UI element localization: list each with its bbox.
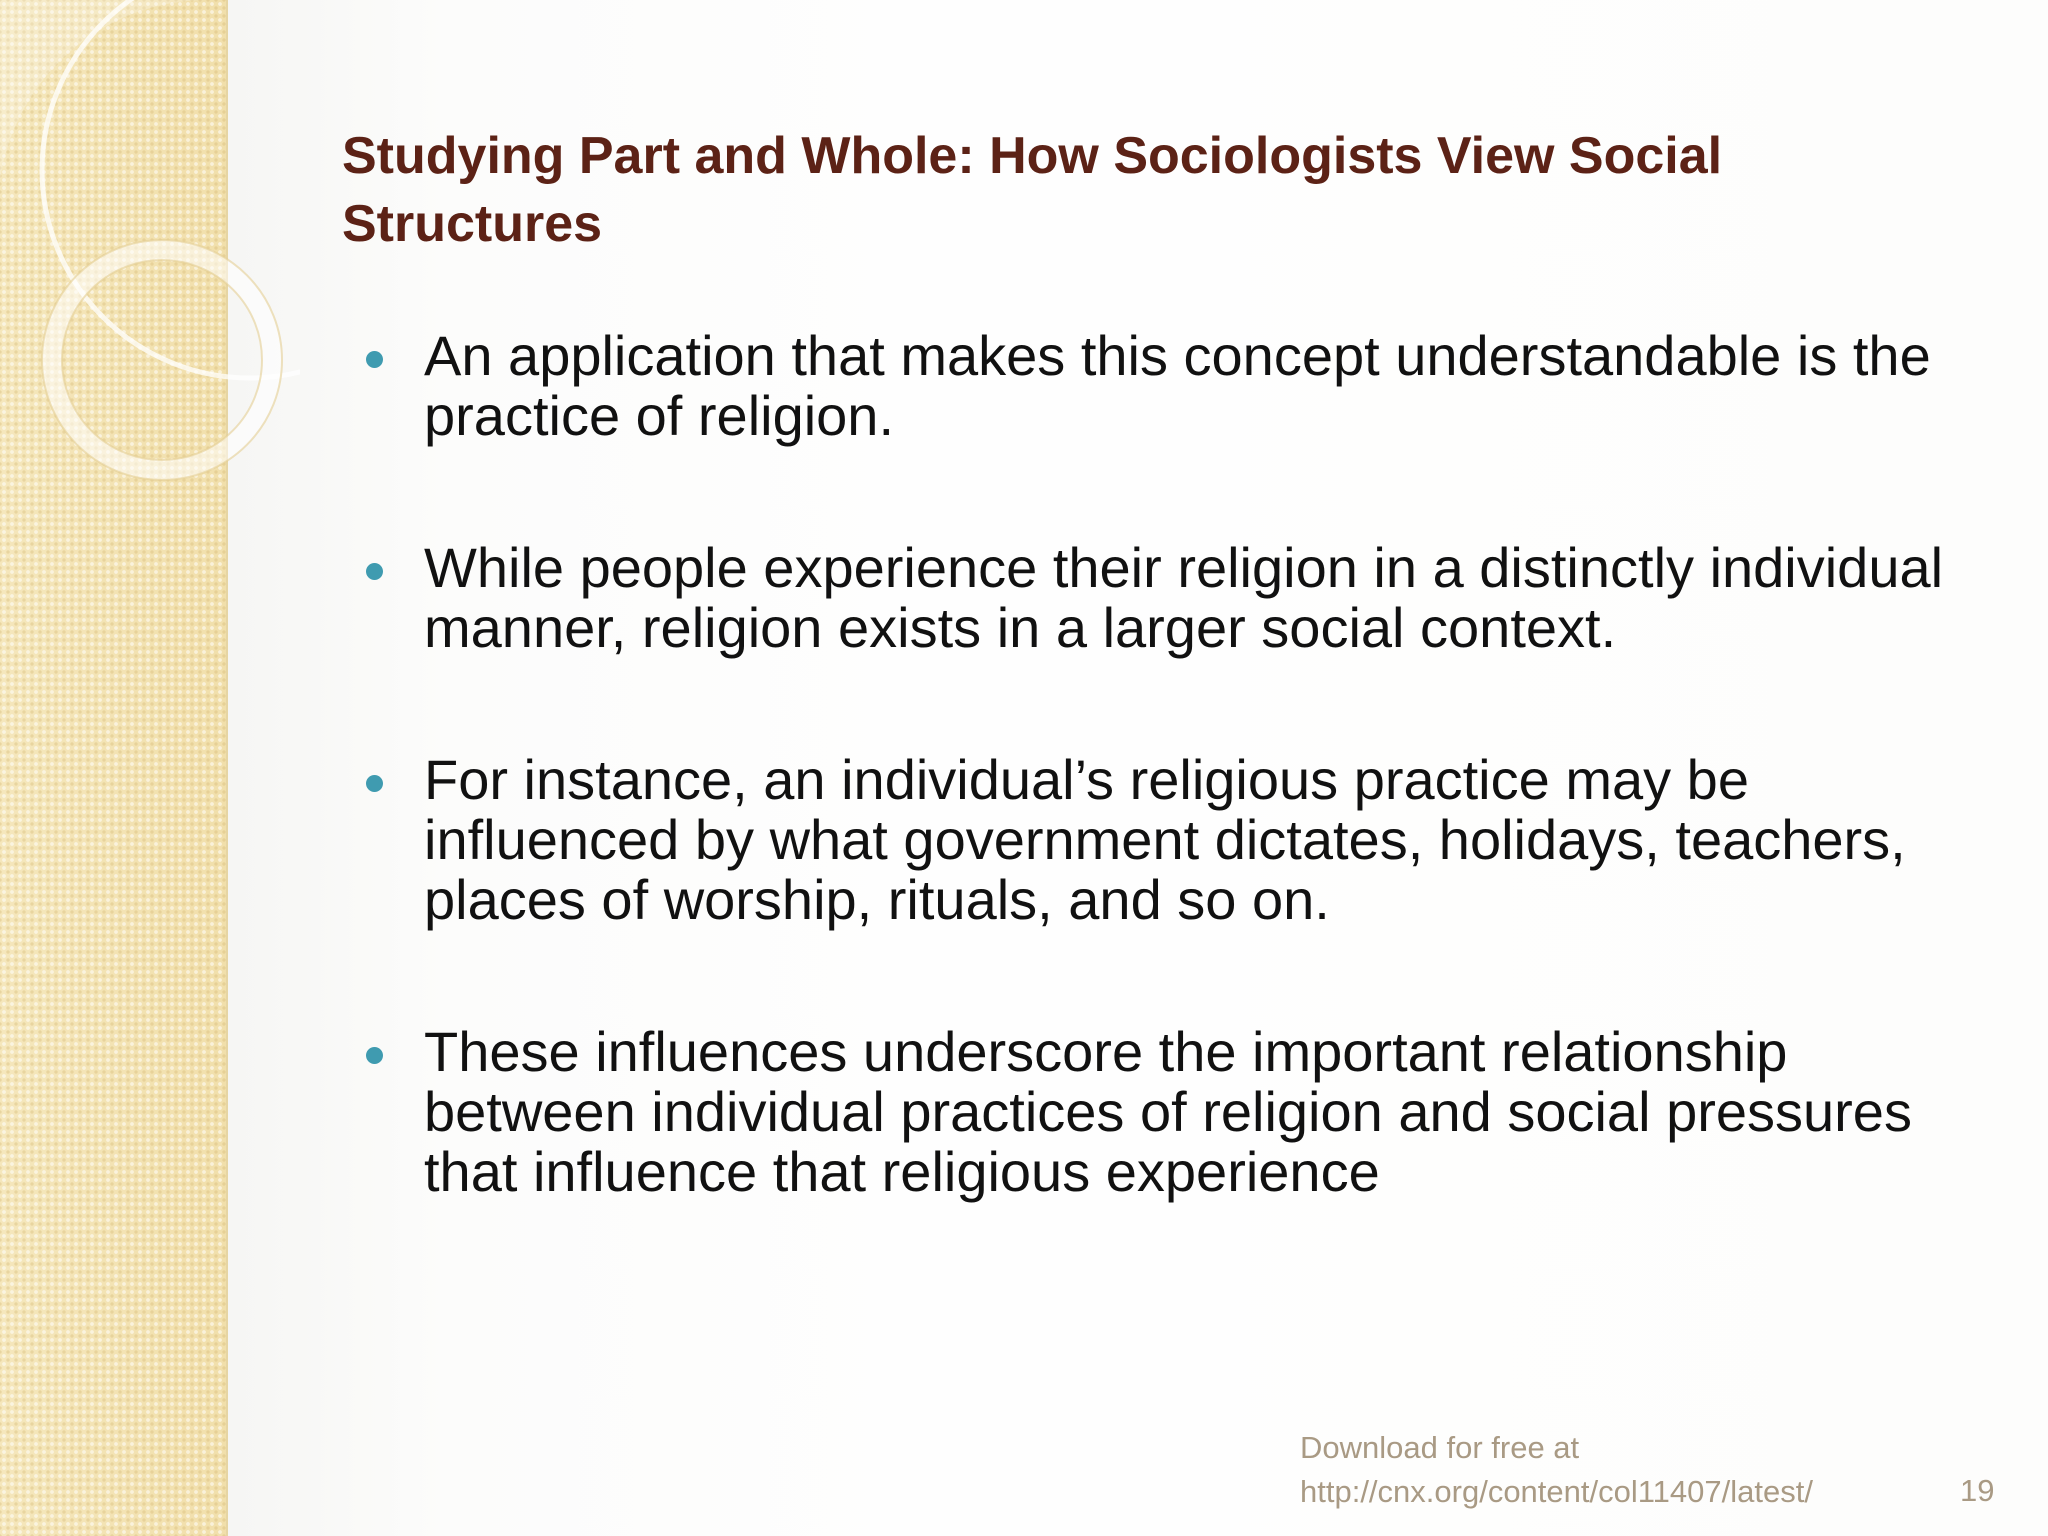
bullet-item — [342, 538, 1962, 658]
bullet-text: For instance, an individual’s religious practice may be influenced by what government dictates, holidays, teachers, places of worship, rituals, and so on. — [424, 748, 1906, 931]
bullet-item — [342, 326, 1962, 446]
decorative-rings — [0, 0, 300, 520]
bullet-text: While people experience their religion in a distinctly individual manner, religion exists in a larger social context. — [424, 536, 1944, 659]
bullet-dot-icon — [366, 351, 383, 368]
bullet-text: An application that makes this concept understandable is the practice of religion. — [424, 324, 1931, 447]
bullet-item — [342, 1022, 1962, 1202]
footer-source-line1: Download for free at — [1300, 1430, 1580, 1465]
slide-title: Studying Part and Whole: How Sociologists View Social Structures — [342, 127, 1723, 253]
bullet-item — [342, 750, 1962, 930]
bullet-text: These influences underscore the important relationship between individual practices of religion and social pressures that influence that religious experience — [424, 1020, 1912, 1203]
page-number: 19 — [1960, 1473, 1995, 1508]
bullet-dot-icon — [366, 1047, 383, 1064]
footer-source-link[interactable]: http://cnx.org/content/col11407/latest/ — [1300, 1474, 1813, 1509]
footer-source — [1300, 1426, 1813, 1514]
bullet-dot-icon — [366, 775, 383, 792]
bullet-dot-icon — [366, 563, 383, 580]
bullet-list — [342, 326, 1962, 1294]
